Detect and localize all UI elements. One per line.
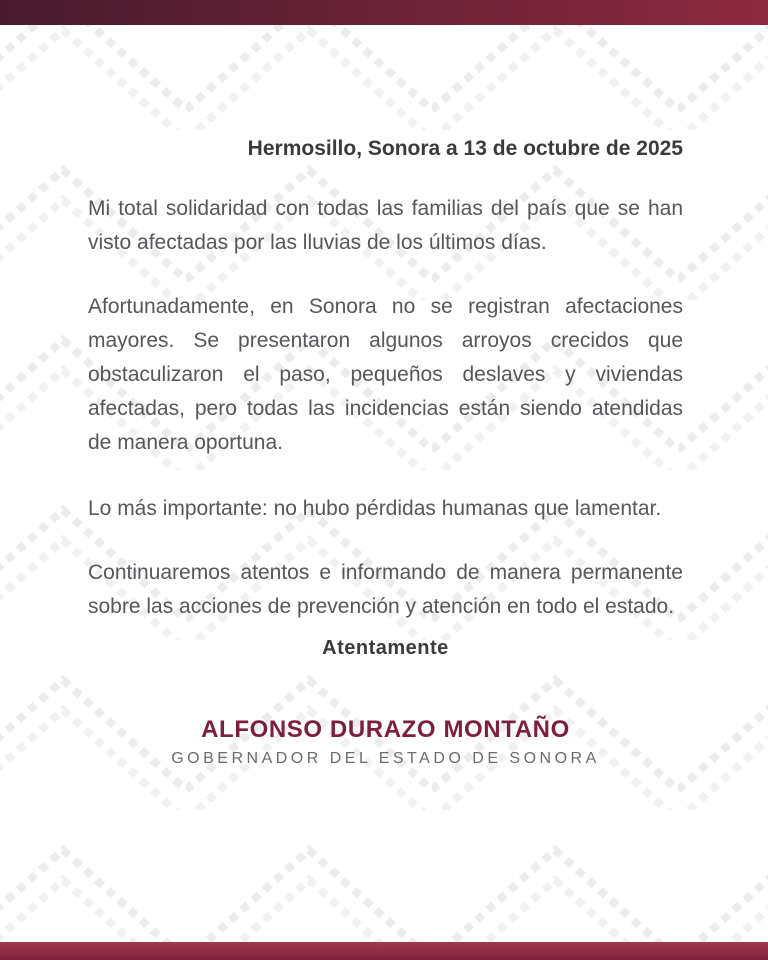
top-border-bar	[0, 0, 768, 25]
letter-content	[0, 25, 768, 770]
body-paragraph-solidarity: Mi total solidaridad con todas las familias del país que se han visto afectadas por las lluvias de los últimos días.	[88, 197, 683, 254]
bottom-border-bar	[0, 942, 768, 960]
signature-name: ALFONSO DURAZO MONTAÑO	[201, 716, 570, 743]
closing-atentamente: Atentamente	[322, 637, 449, 659]
body-paragraph-no-losses: Lo más importante: no hubo pérdidas humanas que lamentar.	[88, 497, 662, 520]
body-paragraph-ongoing-actions: Continuaremos atentos e informando de manera permanente sobre las acciones de prevención y atención en todo el estado.	[88, 561, 683, 618]
dateline: Hermosillo, Sonora a 13 de octubre de 2025	[247, 137, 683, 160]
body-paragraph-sonora-status: Afortunadamente, en Sonora no se registran afectaciones mayores. Se presentaron algunos arroyos crecidos que obstaculizaron el paso, pequeños deslaves y viviendas afectadas, pero todas las incidencias están siendo atendidas de manera oportuna.	[88, 295, 683, 454]
signature-title: GOBERNADOR DEL ESTADO DE SONORA	[171, 750, 600, 767]
signature-block	[88, 715, 683, 770]
